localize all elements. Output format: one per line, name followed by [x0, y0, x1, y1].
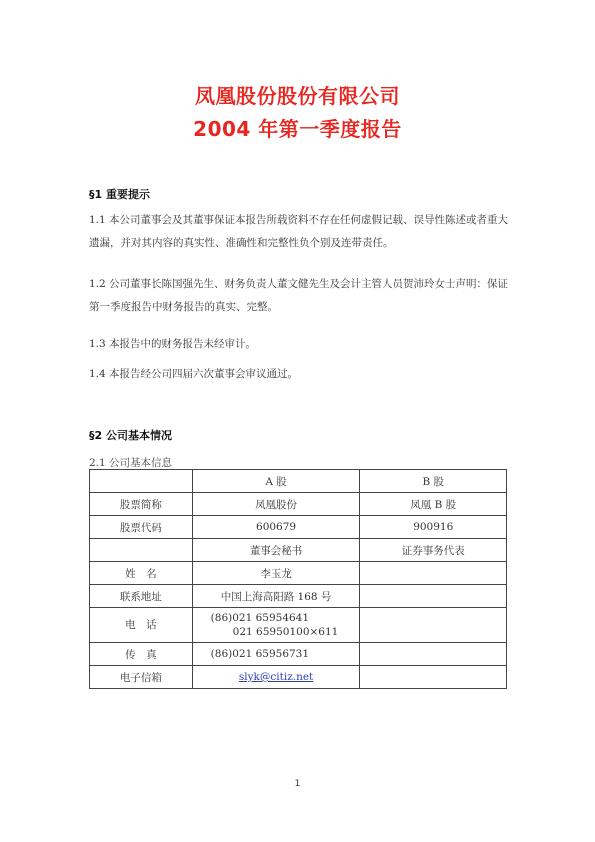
securities-rep-header: 证券事务代表: [360, 539, 507, 562]
section1-paragraph-1-1: 1.1 本公司董事会及其董事保证本报告所载资料不存在任何虚假记载、误导性陈述或者重大遗漏，并对其内容的真实性、准确性和完整性负个别及连带责任。: [89, 214, 509, 249]
header-empty-cell: [90, 470, 193, 493]
table-row: [90, 585, 507, 608]
fax-b: [360, 643, 507, 666]
phone-a-line1: (86)021 65954641: [210, 612, 310, 624]
email-b: [360, 666, 507, 689]
address-a: 中国上海高阳路 168 号: [192, 585, 360, 608]
address-label: 联系地址: [90, 585, 193, 608]
section1-heading: §1 重要提示: [89, 188, 150, 201]
table-row: [90, 539, 507, 562]
stock-code-b: 900916: [360, 516, 507, 539]
header-b-share: B 股: [360, 470, 507, 493]
table-caption: 2.1 公司基本信息: [89, 457, 173, 469]
stock-abbr-a: 凤凰股份: [192, 493, 360, 516]
table-row: [90, 608, 507, 643]
table-row: [90, 643, 507, 666]
stock-code-label: 股票代码: [90, 516, 193, 539]
name-label: 姓 名: [90, 562, 193, 585]
fax-a: (86)021 65956731: [192, 643, 360, 666]
table-row: [90, 562, 507, 585]
section1-paragraph-1-4: 1.4 本报告经公司四届六次董事会审议通过。: [89, 368, 299, 380]
name-b: [360, 562, 507, 585]
phone-a-line2: 021 65950100×611: [232, 626, 339, 638]
table-row: [90, 493, 507, 516]
report-company-title: 凤凰股份股份有限公司: [195, 84, 400, 108]
address-b: [360, 585, 507, 608]
name-a: 李玉龙: [192, 562, 360, 585]
header-a-share: A 股: [192, 470, 360, 493]
page-number: 1: [294, 779, 301, 789]
section2-heading: §2 公司基本情况: [89, 429, 172, 442]
section1-paragraph-1-2: 1.2 公司董事长陈国强先生、财务负责人董文健先生及会计主管人员贺沛玲女士声明：保证第一季度报告中财务报告的真实、完整。: [89, 278, 509, 313]
board-secretary-header: 董事会秘书: [192, 539, 360, 562]
email-link[interactable]: slyk@citiz.net: [238, 671, 314, 683]
fax-label: 传 真: [90, 643, 193, 666]
company-info-table: [89, 469, 507, 689]
stock-abbr-label: 股票简称: [90, 493, 193, 516]
phone-b: [360, 608, 507, 643]
table-row: [90, 470, 507, 493]
email-a-cell: [192, 666, 360, 689]
stock-code-a: 600679: [192, 516, 360, 539]
stock-abbr-b: 凤凰 B 股: [360, 493, 507, 516]
email-label: 电子信箱: [90, 666, 193, 689]
section1-paragraph-1-3: 1.3 本报告中的财务报告未经审计。: [89, 338, 257, 350]
report-period-title: 2004 年第一季度报告: [193, 117, 402, 141]
table-row: [90, 666, 507, 689]
table-row: [90, 516, 507, 539]
role-empty-cell: [90, 539, 193, 562]
phone-a: [192, 608, 360, 643]
phone-label: 电 话: [90, 608, 193, 643]
